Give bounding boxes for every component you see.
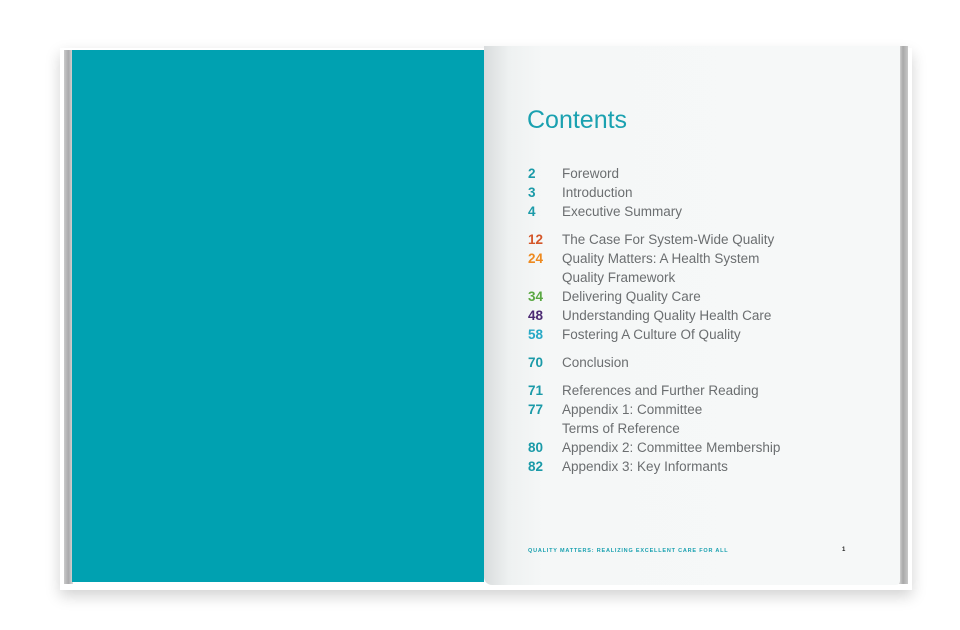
toc-label: Understanding Quality Health Care (562, 308, 772, 323)
toc-entry[interactable] (528, 287, 780, 306)
toc-entry[interactable] (528, 183, 780, 202)
toc-label: Appendix 1: Committee (562, 402, 703, 417)
toc-label: References and Further Reading (562, 383, 759, 398)
toc-page-number: 71 (528, 383, 544, 398)
toc-entry[interactable] (528, 381, 780, 400)
toc-label: Quality Matters: A Health System (562, 251, 760, 266)
toc-entry[interactable] (528, 306, 780, 325)
toc-entry[interactable] (528, 230, 780, 249)
toc-label: Appendix 3: Key Informants (562, 459, 728, 474)
table-of-contents (528, 164, 780, 476)
toc-page-number: 48 (528, 308, 544, 323)
toc-label: Fostering A Culture Of Quality (562, 327, 741, 342)
toc-page-number: 70 (528, 355, 544, 370)
toc-entry[interactable] (528, 202, 780, 221)
toc-page-number: 77 (528, 402, 544, 417)
toc-page-number: 34 (528, 289, 544, 304)
toc-entry-continuation (528, 419, 780, 438)
footer-text: QUALITY MATTERS: REALIZING EXCELLENT CARE FOR ALL (528, 548, 729, 554)
toc-label: The Case For System-Wide Quality (562, 232, 775, 247)
toc-page-number: 12 (528, 232, 544, 247)
page-number: 1 (842, 547, 846, 553)
toc-page-number: 58 (528, 327, 544, 342)
toc-entry[interactable] (528, 438, 780, 457)
toc-label: Conclusion (562, 355, 629, 370)
toc-label-line2: Terms of Reference (562, 421, 680, 436)
toc-entry[interactable] (528, 457, 780, 476)
toc-page-number: 2 (528, 166, 536, 181)
toc-label: Appendix 2: Committee Membership (562, 440, 781, 455)
toc-page-number: 80 (528, 440, 544, 455)
toc-entry-continuation (528, 268, 780, 287)
right-page (484, 46, 900, 585)
toc-page-number: 24 (528, 251, 544, 266)
toc-entry[interactable] (528, 325, 780, 344)
toc-entry[interactable] (528, 353, 780, 372)
toc-entry[interactable] (528, 164, 780, 183)
toc-entry[interactable] (528, 400, 780, 419)
toc-entry[interactable] (528, 249, 780, 268)
toc-page-number: 82 (528, 459, 544, 474)
toc-page-number: 4 (528, 204, 536, 219)
toc-label-line2: Quality Framework (562, 270, 676, 285)
toc-label: Introduction (562, 185, 633, 200)
toc-page-number: 3 (528, 185, 536, 200)
toc-label: Foreword (562, 166, 620, 181)
contents-title: Contents (527, 106, 628, 134)
toc-label: Executive Summary (562, 204, 683, 219)
toc-label: Delivering Quality Care (562, 289, 701, 304)
left-page-teal (72, 50, 484, 582)
